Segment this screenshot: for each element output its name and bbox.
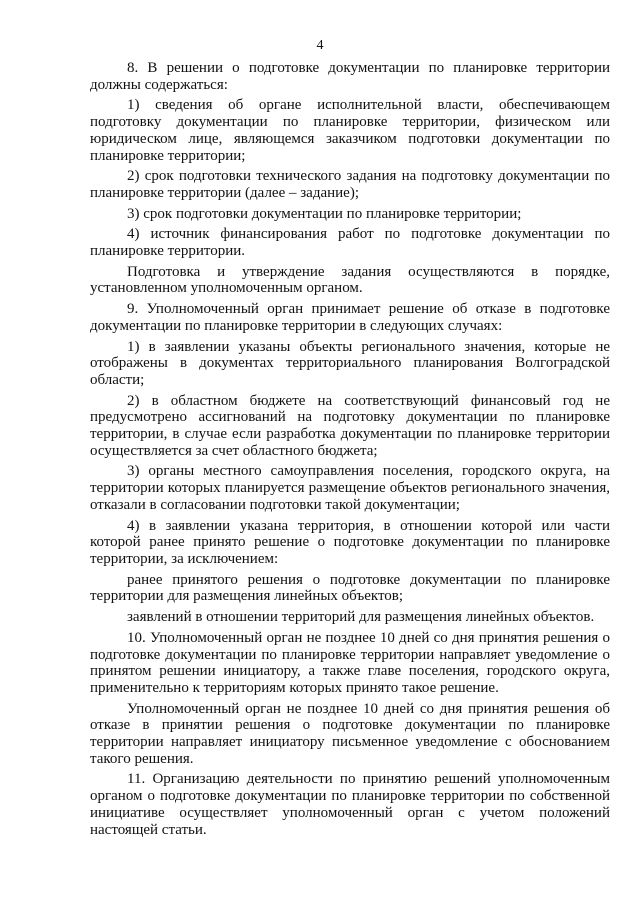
paragraph-11: 11. Организацию деятельности по принятию решений уполномоченным органом о подготовке документации по планировке территории по собственной инициативе осуществляет уполномоченный орган с учетом положений настоящей статьи. (90, 771, 610, 838)
paragraph-9-item-3: 3) органы местного самоуправления поселения, городского округа, на территории которых планируется размещение объектов регионального значения, отказали в согласовании подготовки такой документации; (90, 463, 610, 513)
paragraph-exception-2: заявлений в отношении территорий для размещения линейных объектов. (127, 609, 595, 626)
document-body (90, 60, 610, 838)
paragraph-10: 10. Уполномоченный орган не позднее 10 дней со дня принятия решения о подготовке документации по планировке территории направляет уведомление о принятом решении инициатору, а также главе поселения, городского округа, применительно к территориям которых принято такое решение. (90, 629, 610, 696)
paragraph-8-item-1: 1) сведения об органе исполнительной власти, обеспечивающем подготовку документации по планировке территории, физическом или юридическом лице, являющемся заказчиком подготовки документации по планировке территории; (90, 97, 610, 164)
paragraph-task-approval: Подготовка и утверждение задания осуществляются в порядке, установленном уполномоченным органом. (90, 263, 610, 297)
page-number: 4 (316, 38, 324, 53)
paragraph-10-refusal: Уполномоченный орган не позднее 10 дней со дня принятия решения об отказе в принятии решения о подготовке документации по планировке территории направляет инициатору письменное уведомление с обоснованием такого решения. (90, 700, 610, 767)
paragraph-8-item-2: 2) срок подготовки технического задания на подготовку документации по планировке территории (далее – задание); (90, 168, 610, 201)
paragraph-9-item-1: 1) в заявлении указаны объекты регионального значения, которые не отображены в документах территориального планирования Волгоградской области; (90, 338, 610, 388)
paragraph-9-item-4: 4) в заявлении указана территория, в отношении которой или части которой ранее принято решение о подготовке документации по планировке территории, за исключением: (90, 517, 610, 567)
paragraph-8-item-3: 3) срок подготовки документации по планировке территории; (127, 205, 522, 222)
paragraph-exception-1: ранее принятого решения о подготовке документации по планировке территории для размещения линейных объектов; (90, 571, 610, 605)
paragraph-8-intro: 8. В решении о подготовке документации по планировке территории должны содержаться: (90, 60, 610, 93)
paragraph-9-intro: 9. Уполномоченный орган принимает решение об отказе в подготовке документации по планировке территории в следующих случаях: (90, 301, 610, 334)
paragraph-8-item-4: 4) источник финансирования работ по подготовке документации по планировке территории. (90, 226, 610, 260)
paragraph-9-item-2: 2) в областном бюджете на соответствующий финансовый год не предусмотрено ассигнований на подготовку документации по планировке территории, в случае если разработка документации по планировке территории осуществляется за счет областного бюджета; (90, 392, 610, 459)
